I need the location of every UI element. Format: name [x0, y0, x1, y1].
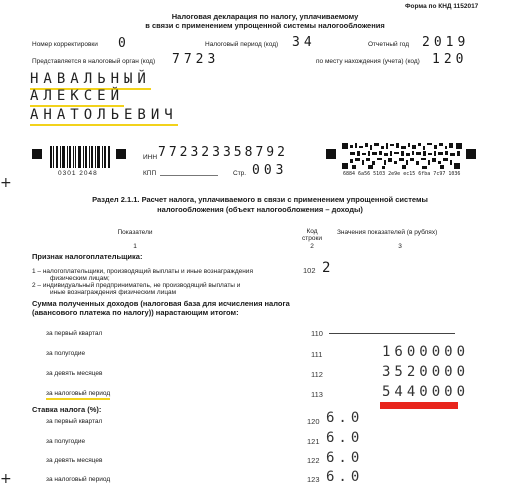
taxpayer-last-name: НАВАЛЬНЫЙ: [30, 71, 151, 87]
year-label: Отчетный год: [368, 41, 409, 48]
marker-square-far-right: [466, 149, 476, 159]
qr-code-block: [342, 143, 462, 169]
year-value: 2019: [422, 35, 470, 50]
rate-row-q1-value: 6.0: [326, 410, 364, 426]
marker-square-right: [326, 149, 336, 159]
col2-header-line1: Код: [306, 228, 318, 235]
rate-row-year-value: 6.0: [326, 469, 364, 485]
income-title-line1: Сумма полученных доходов (налоговая база для исчисления налога: [32, 299, 290, 308]
income-row-h1-value: 1600000: [382, 344, 470, 360]
rate-row-q1-code: 120: [307, 417, 320, 426]
rate-row-h1-code: 121: [307, 437, 320, 446]
income-row-q1-label: за первый квартал: [46, 330, 103, 337]
form-title-line1: Налоговая декларация по налогу, уплачиваемому: [171, 12, 359, 21]
rate-row-year-code: 123: [307, 475, 320, 484]
taxpayer-patronymic: АНАТОЛЬЕВИЧ: [30, 107, 178, 123]
col2-header-line2: строки: [302, 235, 322, 242]
authority-value: 7723: [172, 52, 220, 67]
authority-label: Представляется в налоговый орган (код): [32, 58, 156, 65]
rate-row-year-label: за налоговый период: [46, 476, 111, 483]
kpp-label: КПП: [143, 170, 157, 177]
income-row-h1-code: 111: [311, 350, 323, 359]
income-row-year-code: 113: [311, 390, 323, 399]
income-row-q1-code: 110: [311, 329, 323, 338]
rate-row-h1-value: 6.0: [326, 430, 364, 446]
location-value: 120: [432, 52, 468, 67]
col2-num: 2: [310, 243, 314, 250]
form-title-line2: в связи с применением упрощенной системы налогообложения: [145, 21, 385, 30]
rate-row-q1-label: за первый квартал: [46, 418, 103, 425]
barcode-left: [50, 146, 110, 168]
period-label: Налоговый период (код): [205, 41, 279, 48]
rate-row-9m-label: за девять месяцев: [46, 457, 103, 464]
income-row-h1-label: за полугодие: [46, 350, 86, 357]
sign-opt2-line1: 2 – индивидуальный предприниматель, не производящий выплаты и: [32, 282, 241, 289]
registration-cross-bottom: +: [0, 471, 12, 487]
inn-value: 772323358792: [158, 145, 288, 160]
correction-label: Номер корректировки: [32, 41, 98, 48]
sign-title: Признак налогоплательщика:: [32, 252, 143, 261]
col3-header: Значения показателей (в рублях): [337, 229, 438, 236]
rate-row-9m-value: 6.0: [326, 450, 364, 466]
form-code: Форма по КНД 1152017: [405, 3, 479, 10]
page-value: 003: [252, 163, 288, 178]
rate-row-9m-code: 122: [307, 456, 320, 465]
income-row-q1-empty-line: [329, 333, 455, 334]
page-label: Стр.: [233, 170, 247, 177]
sign-opt1-line1: 1 – налогоплательщики, производящий выплаты и иные вознаграждения: [32, 268, 253, 275]
sign-code: 102: [303, 266, 316, 275]
income-row-9m-value: 3520000: [382, 364, 470, 380]
sign-opt2-line2: иные вознаграждения физическим лицам: [50, 289, 177, 296]
taxpayer-first-name: АЛЕКСЕЙ: [30, 88, 124, 104]
barcode-left-number: 0301 2048: [58, 170, 98, 177]
income-year-highlight-bar: [380, 402, 458, 409]
section-title-line1: Раздел 2.1.1. Расчет налога, уплачиваемого в связи с применением упрощенной системы: [92, 195, 428, 204]
sign-opt1-line2: физическим лицам;: [50, 275, 110, 282]
kpp-field: [160, 175, 218, 176]
marker-square-mid: [116, 149, 126, 159]
col1-header: Показатели: [117, 229, 153, 236]
col1-num: 1: [133, 243, 137, 250]
income-row-year-label: за налоговый период: [46, 390, 110, 397]
location-label: по месту нахождения (учета) (код): [316, 58, 420, 65]
qr-caption: 6884 6a56 5103 2e9e ec15 6fba 7c97 1036: [343, 171, 461, 177]
rate-title: Ставка налога (%):: [32, 405, 102, 414]
marker-square-left: [32, 149, 42, 159]
income-title-line2: (авансового платежа по налогу)) нарастающим итогом:: [32, 308, 239, 317]
correction-value: 0: [118, 36, 130, 51]
income-row-9m-label: за девять месяцев: [46, 370, 103, 377]
col3-num: 3: [398, 243, 402, 250]
registration-cross-top: +: [0, 175, 12, 191]
income-row-9m-code: 112: [311, 370, 323, 379]
rate-row-h1-label: за полугодие: [46, 438, 86, 445]
sign-value: 2: [322, 260, 335, 276]
period-value: 34: [292, 35, 316, 50]
income-row-year-value: 5440000: [382, 384, 470, 400]
section-title-line2: налогообложения (объект налогообложения – доходы): [157, 205, 363, 214]
inn-label: ИНН: [143, 154, 158, 161]
